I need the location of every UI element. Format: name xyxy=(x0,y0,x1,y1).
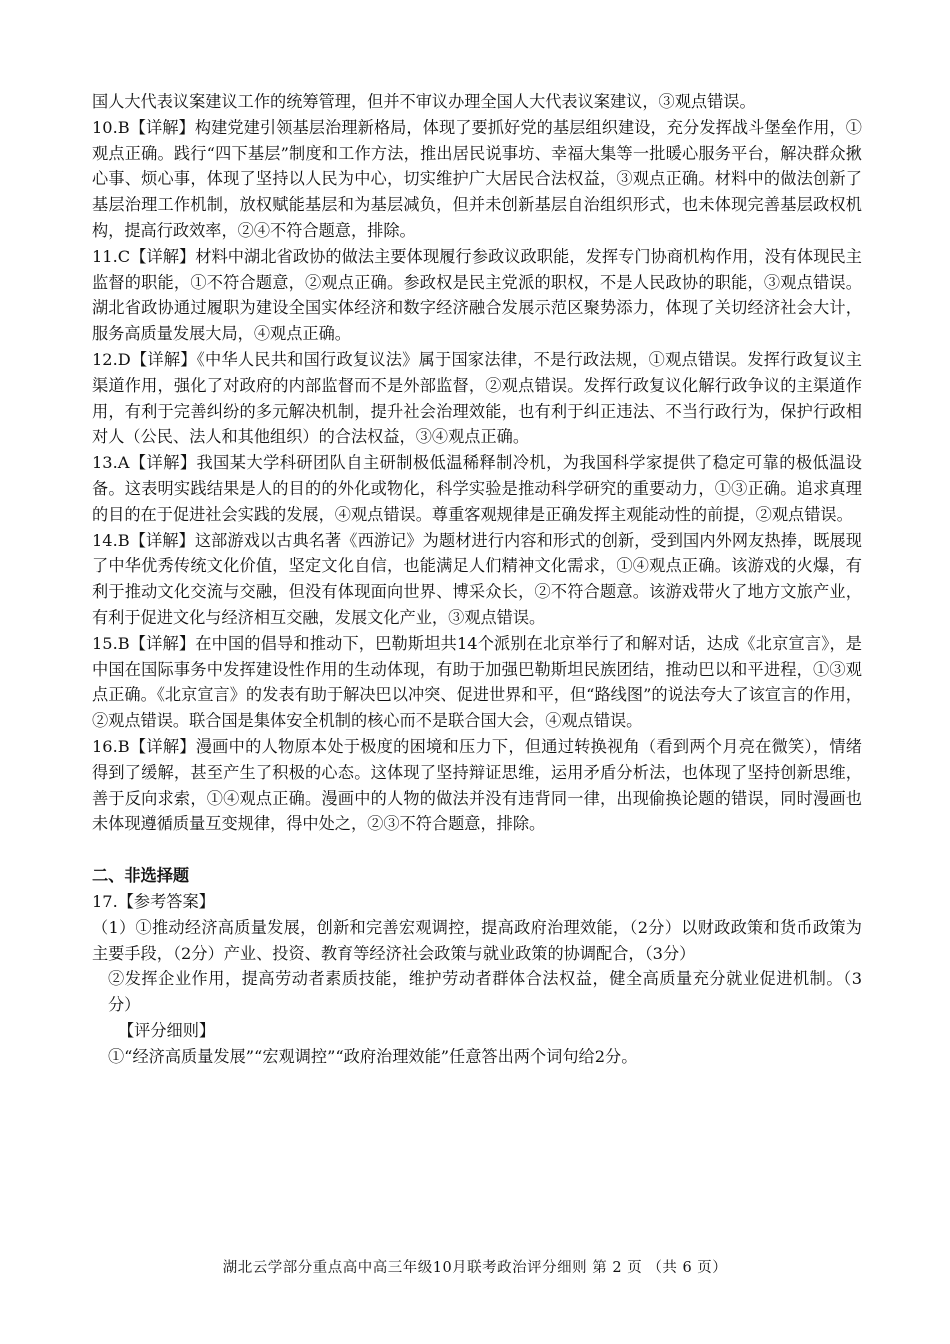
section-title: 二、非选择题 xyxy=(92,866,190,886)
rubric-item-1: ①“经济高质量发展”“宏观调控”“政府治理效能”任意答出两个词句给2分。 xyxy=(108,1046,638,1066)
answer-q12: 12.D【详解】《中华人民共和国行政复议法》属于国家法律，不是行政法规，①观点错误。发挥行政复议主渠道作用，强化了对政府的内部监督而不是外部监督，②观点错误。发挥行政复议化解行政争议的主渠道作用，有利于完善纠纷的多元解决机制，提升社会治理效能，也有利于纠正违法、不当行政行为，保护行政相对人（公民、法人和其他组织）的合法权益，③④观点正确。 xyxy=(92,349,862,447)
answer-q11: 11.C【详解】材料中湖北省政协的做法主要体现履行参政议政职能，发挥专门协商机构作用，没有体现民主监督的职能，①不符合题意，②观点正确。参政权是民主党派的职权，不是人民政协的职能，③观点错误。湖北省政协通过履职为建设全国实体经济和数字经济融合发展示范区聚势添力，体现了关切经济社会大计，服务高质量发展大局，④观点正确。 xyxy=(92,246,862,344)
answer-q16: 16.B【详解】漫画中的人物原本处于极度的困境和压力下，但通过转换视角（看到两个月亮在微笑），情绪得到了缓解，甚至产生了积极的心态。这体现了坚持辩证思维，运用矛盾分析法，也体现了坚持创新思维，善于反向求索，①④观点正确。漫画中的人物的做法并没有违背同一律，出现偷换论题的错误，同时漫画也未体现遵循质量互变规律，得中处之，②③不符合题意，排除。 xyxy=(92,736,862,834)
answer-q10: 10.B【详解】构建党建引领基层治理新格局，体现了要抓好党的基层组织建设，充分发挥战斗堡垒作用，①观点正确。践行“四下基层”制度和工作方法，推出居民说事坊、幸福大集等一批暖心服务平台，解决群众揪心事、烦心事，体现了坚持以人民为中心，切实维护广大居民合法权益，③观点正确。材料中的做法创新了基层治理工作机制，放权赋能基层和为基层减负，但并未创新基层自治组织形式，也未体现完善基层政权机构，提高行政效率，②④不符合题意，排除。 xyxy=(92,117,862,240)
rubric-label: 【评分细则】 xyxy=(118,1020,216,1040)
q17-answer-part2: ②发挥企业作用，提高劳动者素质技能，维护劳动者群体合法权益，健全高质量充分就业促进机制。（3分） xyxy=(108,969,862,1015)
paragraph-continuation: 国人大代表议案建议工作的统筹管理，但并不审议办理全国人大代表议案建议，③观点错误。 xyxy=(92,92,756,111)
answer-q14: 14.B【详解】这部游戏以古典名著《西游记》为题材进行内容和形式的创新，受到国内外网友热捧，既展现了中华优秀传统文化价值，坚定文化自信，也能满足人们精神文化需求，①④观点正确。该游戏的火爆，有利于推动文化交流与交融，但没有体现面向世界、博采众长，②不符合题意。该游戏带火了地方文旅产业，有利于促进文化与经济相互交融，发展文化产业，③观点错误。 xyxy=(92,530,862,627)
section-gap xyxy=(92,837,862,863)
answer-q13: 13.A【详解】我国某大学科研团队自主研制极低温稀释制冷机，为我国科学家提供了稳定可靠的极低温设备。这表明实践结果是人的目的的外化或物化，科学实验是推动科学研究的重要动力，①③正确。追求真理的目的在于促进社会实践的发展，④观点错误。尊重客观规律是正确发挥主观能动性的前提，②观点错误。 xyxy=(92,453,862,524)
answer-q15: 15.B【详解】在中国的倡导和推动下，巴勒斯坦共14个派别在北京举行了和解对话，达成《北京宣言》，是中国在国际事务中发挥建设性作用的生动体现，有助于加强巴勒斯坦民族团结，推动巴以和平进程，①③观点正确。《北京宣言》的发表有助于解决巴以冲突、促进世界和平，但“路线图”的说法夸大了该宣言的作用，②观点错误。联合国是集体安全机制的核心而不是联合国大会，④观点错误。 xyxy=(92,633,862,731)
q17-label: 17.【参考答案】 xyxy=(92,891,215,911)
page-footer: 湖北云学部分重点高中高三年级10月联考政治评分细则 第 2 页 （共 6 页） xyxy=(222,1260,728,1276)
answer-content xyxy=(92,89,862,1069)
q17-answer-part1: （1）①推动经济高质量发展，创新和完善宏观调控，提高政府治理效能，（2分）以财政政策和货币政策为主要手段，（2分）产业、投资、教育等经济社会政策与就业政策的协调配合，（3分） xyxy=(92,917,862,963)
